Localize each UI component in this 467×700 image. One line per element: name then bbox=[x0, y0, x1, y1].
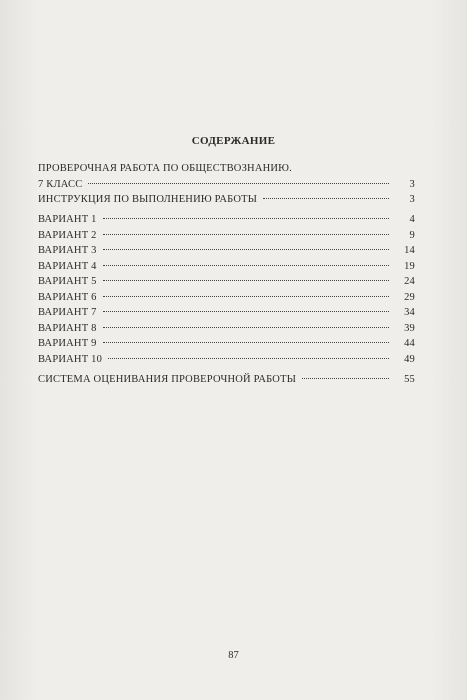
toc-entry-page: 55 bbox=[404, 373, 415, 385]
toc-entry-title: СИСТЕМА ОЦЕНИВАНИЯ ПРОВЕРОЧНОЙ РАБОТЫ bbox=[38, 373, 297, 385]
table-of-contents bbox=[38, 163, 415, 389]
toc-entry bbox=[38, 214, 415, 230]
toc-entry-page: 9 bbox=[409, 229, 415, 241]
toc-intro-line bbox=[38, 163, 415, 179]
page-number: 87 bbox=[228, 650, 239, 661]
dot-leader bbox=[88, 183, 389, 184]
toc-entry-title: ВАРИАНТ 10 bbox=[38, 353, 103, 365]
toc-entry bbox=[38, 276, 415, 292]
toc-entry-title: ВАРИАНТ 6 bbox=[38, 291, 97, 303]
toc-entry bbox=[38, 230, 415, 246]
toc-entry-title: ВАРИАНТ 1 bbox=[38, 214, 97, 225]
dot-leader bbox=[103, 296, 389, 297]
toc-entry bbox=[38, 323, 415, 339]
toc-heading: СОДЕРЖАНИЕ bbox=[191, 135, 276, 147]
toc-entry-page: 24 bbox=[404, 276, 415, 287]
toc-entry-title: ВАРИАНТ 4 bbox=[38, 260, 97, 272]
toc-entry-title: ВАРИАНТ 7 bbox=[38, 307, 97, 318]
toc-entry-title: ИНСТРУКЦИЯ ПО ВЫПОЛНЕНИЮ РАБОТЫ bbox=[38, 194, 258, 205]
toc-entry-page: 39 bbox=[404, 322, 415, 334]
dot-leader bbox=[103, 327, 389, 328]
toc-entry-title: ВАРИАНТ 5 bbox=[38, 276, 97, 287]
toc-entry-page: 49 bbox=[404, 353, 415, 365]
toc-entry-page: 19 bbox=[404, 260, 415, 272]
toc-entry-page: 44 bbox=[404, 338, 415, 349]
dot-leader bbox=[302, 378, 389, 379]
toc-entry-title: ВАРИАНТ 9 bbox=[38, 338, 97, 349]
dot-leader bbox=[103, 234, 389, 235]
toc-entry bbox=[38, 179, 415, 195]
toc-entry-title: ВАРИАНТ 8 bbox=[38, 322, 97, 334]
toc-entry bbox=[38, 261, 415, 277]
toc-entry bbox=[38, 307, 415, 323]
dot-leader bbox=[103, 311, 389, 312]
toc-entry-page: 34 bbox=[404, 307, 415, 318]
toc-entry bbox=[38, 245, 415, 261]
dot-leader bbox=[263, 198, 389, 199]
dot-leader bbox=[103, 249, 389, 250]
toc-entry-title: ВАРИАНТ 2 bbox=[38, 229, 97, 241]
toc-entry bbox=[38, 374, 415, 390]
toc-entry-page: 14 bbox=[404, 245, 415, 256]
toc-entry-title: ВАРИАНТ 3 bbox=[38, 245, 97, 256]
toc-entry-page: 29 bbox=[404, 291, 415, 303]
dot-leader bbox=[103, 280, 389, 281]
toc-entry-page: 3 bbox=[409, 194, 415, 205]
toc-entry-page: 3 bbox=[409, 178, 415, 190]
toc-entry bbox=[38, 338, 415, 354]
toc-entry-title: 7 КЛАСС bbox=[38, 178, 83, 190]
toc-entry bbox=[38, 194, 415, 210]
dot-leader bbox=[108, 358, 389, 359]
toc-entry bbox=[38, 292, 415, 308]
dot-leader bbox=[103, 218, 389, 219]
dot-leader bbox=[103, 265, 389, 266]
toc-intro-title: ПРОВЕРОЧНАЯ РАБОТА ПО ОБЩЕСТВОЗНАНИЮ. bbox=[38, 163, 292, 174]
dot-leader bbox=[103, 342, 389, 343]
toc-entry-page: 4 bbox=[409, 214, 415, 225]
toc-entry bbox=[38, 354, 415, 370]
